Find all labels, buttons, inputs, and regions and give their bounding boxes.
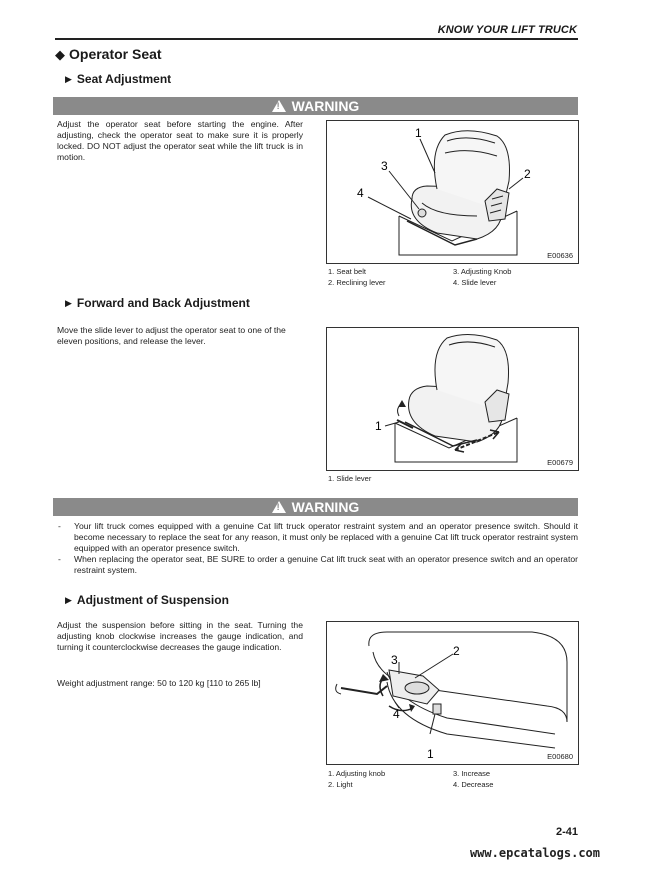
callout-4: 4 (393, 707, 400, 721)
suspension-text: Adjust the suspension before sitting in the seat. Turning the adjusting knob clockwise increases the gauge indication, and turning it counterclockwise decreases the gauge indication. (57, 620, 303, 652)
figure-code: E00636 (547, 251, 573, 260)
figure-code: E00679 (547, 458, 573, 467)
caption-item: 3. Adjusting Knob (453, 267, 512, 276)
list-item: - Your lift truck comes equipped with a genuine Cat lift truck operator restraint system and an operator presence switch. Should it become necessary to replace the seat for any reason, it must only be replaced with a genuine Cat lift truck operator restraint system equipped with an operator presence switch. (58, 521, 578, 554)
subsection-title-forward-back: ▶ Forward and Back Adjustment (65, 296, 250, 310)
caption-item: 1. Slide lever (328, 474, 372, 483)
triangle-bullet-icon: ▶ (65, 595, 72, 605)
watermark: www.epcatalogs.com (469, 846, 600, 860)
callout-1: 1 (415, 126, 422, 140)
callout-1: 1 (427, 747, 434, 761)
list-item: - When replacing the operator seat, BE SURE to order a genuine Cat lift truck seat with an operator presence switch and an operator restraint system. (58, 554, 578, 576)
suspension-illustration (327, 622, 578, 764)
warning-list (58, 521, 578, 576)
callout-3: 3 (381, 159, 388, 173)
page-number: 2-41 (555, 826, 578, 838)
diamond-bullet-icon: ◆ (55, 47, 65, 62)
header-rule (55, 38, 578, 40)
callout-1: 1 (375, 419, 382, 433)
slide-lever-illustration (327, 328, 578, 470)
caption-item: 1. Adjusting knob (328, 769, 386, 778)
section-title-text: Operator Seat (69, 46, 162, 62)
warning-icon (272, 100, 286, 112)
forward-back-text: Move the slide lever to adjust the operator seat to one of the eleven positions, and release the lever. (57, 325, 286, 346)
subsection-title-seat-adjustment: ▶ Seat Adjustment (65, 72, 172, 86)
weight-range-text: Weight adjustment range: 50 to 120 kg [110 to 265 lb] (57, 678, 261, 688)
caption-item: 1. Seat belt (328, 267, 366, 276)
warning-icon (272, 501, 286, 513)
caption-item: 4. Decrease (453, 780, 494, 789)
warning-banner: !WARNING (53, 498, 578, 516)
caption-item: 2. Light (328, 780, 353, 789)
callout-4: 4 (357, 186, 364, 200)
callout-2: 2 (453, 644, 460, 658)
seat-illustration (327, 121, 578, 263)
figure-code: E00680 (547, 752, 573, 761)
caption-item: 2. Reclining lever (328, 278, 386, 287)
callout-3: 3 (391, 653, 398, 667)
figure-slide-lever (326, 327, 579, 471)
running-header: KNOW YOUR LIFT TRUCK (437, 24, 577, 36)
callout-2: 2 (524, 167, 531, 181)
section-title (55, 46, 162, 63)
caption-item: 4. Slide lever (453, 278, 497, 287)
caption-item: 3. Increase (453, 769, 491, 778)
subsection-title-suspension: ▶ Adjustment of Suspension (65, 593, 229, 607)
figure-seat-adjustment (326, 120, 579, 264)
triangle-bullet-icon: ▶ (65, 298, 72, 308)
figure-suspension (326, 621, 579, 765)
warning-banner: !WARNING (53, 97, 578, 115)
warning-text: Adjust the operator seat before starting the engine. After adjusting, check the operator seat to make sure it is properly locked. DO NOT adjust the operator seat while the lift truck is in motion. (57, 119, 303, 162)
triangle-bullet-icon: ▶ (65, 74, 72, 84)
